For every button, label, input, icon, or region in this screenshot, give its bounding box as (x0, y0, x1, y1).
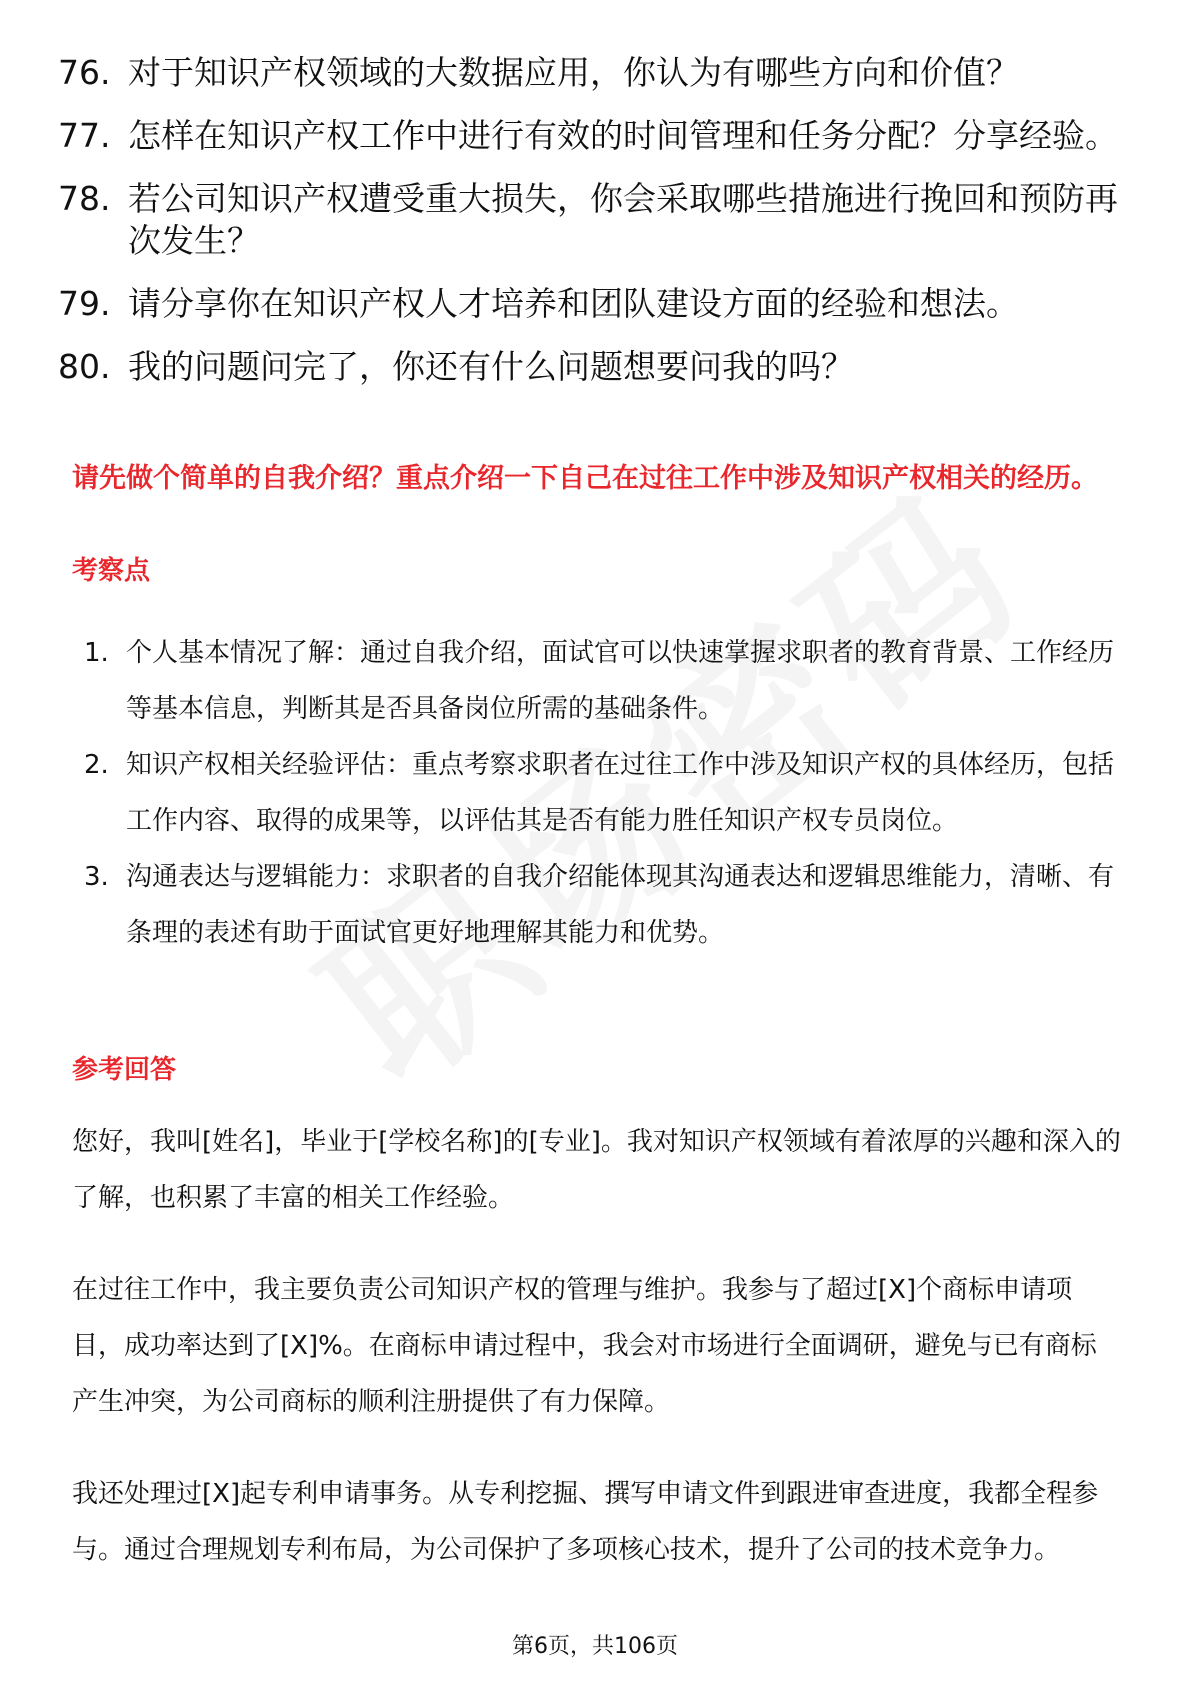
focus-point (84, 737, 1124, 849)
question-item (58, 346, 1118, 388)
answer-paragraph: 我还处理过[X]起专利申请事务。从专利挖掘、撰写申请文件到跟进审查进度，我都全程参与。通过合理规划专利布局，为公司保护了多项核心技术，提升了公司的技术竞争力。 (72, 1479, 1099, 1565)
answer-paragraph: 您好，我叫[姓名]，毕业于[学校名称]的[专业]。我对知识产权领域有着浓厚的兴趣和深入的了解，也积累了丰富的相关工作经验。 (72, 1127, 1121, 1213)
question-number: 77. (58, 116, 111, 155)
focus-point (84, 849, 1124, 961)
focus-point-text: 知识产权相关经验评估：重点考察求职者在过往工作中涉及知识产权的具体经历，包括工作内容、取得的成果等，以评估其是否有能力胜任知识产权专员岗位。 (126, 750, 1115, 836)
section-heading: 请先做个简单的自我介绍？重点介绍一下自己在过往工作中涉及知识产权相关的经历。 (72, 463, 1098, 494)
question-text: 对于知识产权领域的大数据应用，你认为有哪些方向和价值？ (128, 53, 1019, 92)
focus-point (84, 625, 1124, 737)
question-number: 79. (58, 284, 111, 323)
answer-paragraph: 在过往工作中，我主要负责公司知识产权的管理与维护。我参与了超过[X]个商标申请项目，成功率达到了[X]%。在商标申请过程中，我会对市场进行全面调研，避免与已有商标产生冲突，为公司商标的顺利注册提供了有力保障。 (72, 1275, 1097, 1417)
question-text: 请分享你在知识产权人才培养和团队建设方面的经验和想法。 (128, 284, 1019, 323)
focus-point-number: 3. (84, 862, 109, 892)
question-number: 80. (58, 347, 111, 386)
question-number: 78. (58, 179, 111, 218)
question-text: 怎样在知识产权工作中进行有效的时间管理和任务分配？分享经验。 (128, 116, 1118, 155)
focus-points-title: 考察点 (72, 556, 151, 586)
focus-point-number: 2. (84, 750, 109, 780)
focus-point-text: 沟通表达与逻辑能力：求职者的自我介绍能体现其沟通表达和逻辑思维能力，清晰、有条理的表述有助于面试官更好地理解其能力和优势。 (126, 862, 1115, 948)
focus-points-list (84, 625, 1124, 961)
question-item (58, 178, 1118, 262)
question-text: 若公司知识产权遭受重大损失，你会采取哪些措施进行挽回和预防再次发生？ (128, 179, 1118, 260)
reference-answer-title: 参考回答 (72, 1055, 177, 1085)
focus-point-text: 个人基本情况了解：通过自我介绍，面试官可以快速掌握求职者的教育背景、工作经历等基本信息，判断其是否具备岗位所需的基础条件。 (126, 638, 1115, 724)
page-footer: 第6页，共106页 (512, 1634, 678, 1659)
question-item (58, 283, 1118, 325)
question-list (58, 52, 1118, 409)
question-text: 我的问题问完了，你还有什么问题想要问我的吗？ (128, 347, 854, 386)
question-item (58, 115, 1118, 157)
focus-point-number: 1. (84, 638, 109, 668)
question-item (58, 52, 1118, 94)
question-number: 76. (58, 53, 111, 92)
